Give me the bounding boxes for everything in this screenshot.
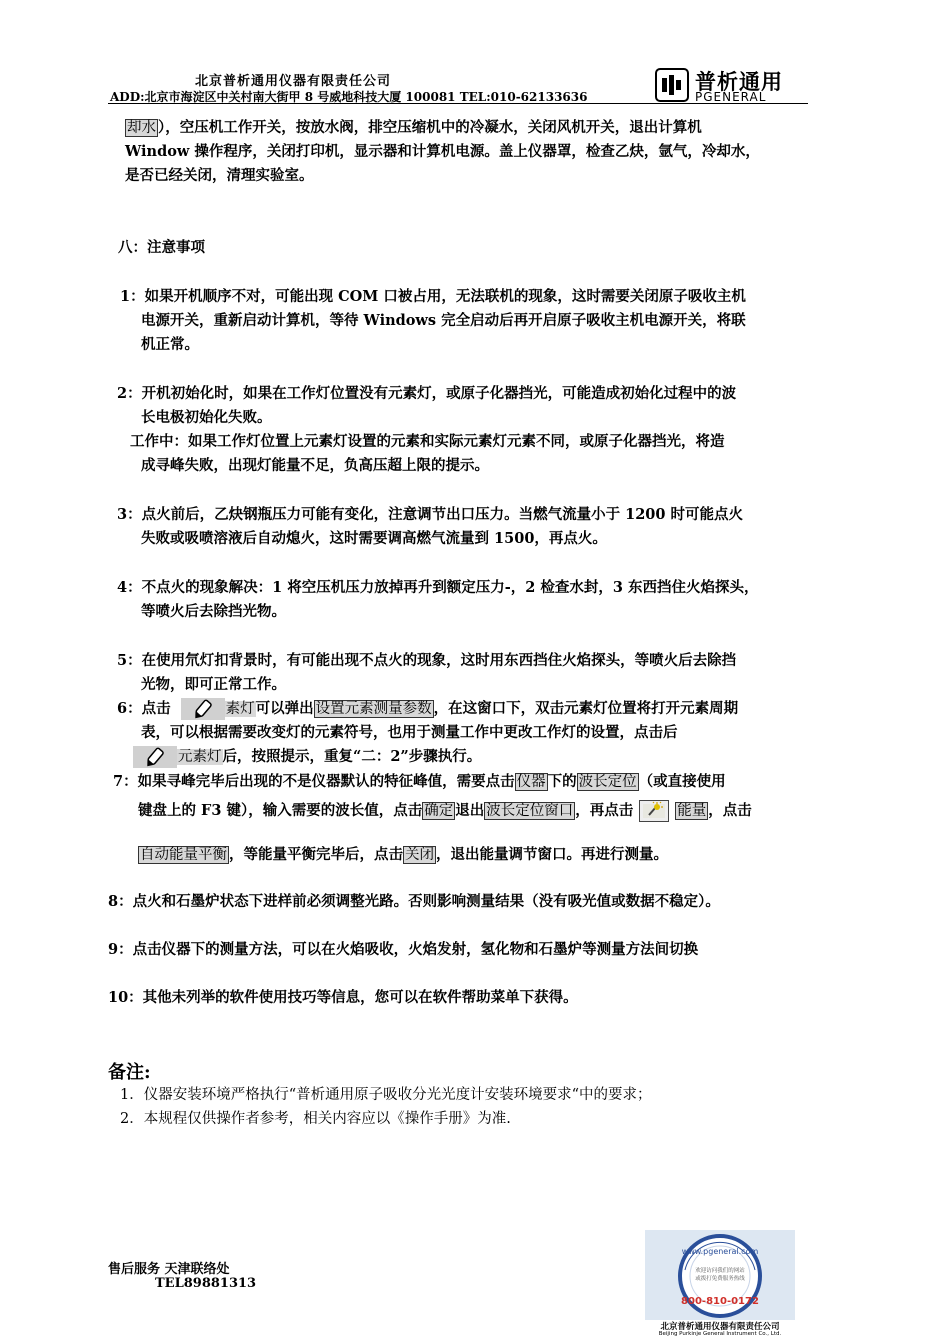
logo-glyph-icon	[657, 70, 687, 100]
footer-tel: TEL89881313	[155, 1276, 257, 1291]
note-7-line-2: 键盘上的 F3 键），输入需要的波长值，点击 确定 退出 波长定位窗口 ，再点击 能量 ，点击	[138, 799, 752, 823]
intro-line-2: Window 操作程序，关闭打印机，显示器和计算机电源。盖上仪器罩，检查乙炔，氩气，冷却水，	[125, 143, 760, 160]
note-4-line-1: 4：不点火的现象解决：1 将空压机压力放掉再升到额定压力-，2 检查水封，3 东西挡住火焰探头，	[117, 579, 759, 596]
note-2-line-1: 2：开机初始化时，如果在工作灯位置没有元素灯，或原子化器挡光，可能造成初始化过程中的波	[117, 385, 737, 402]
footer-service: 售后服务 天津联络处	[108, 1262, 230, 1277]
note-1-line-1: 1：如果开机顺序不对，可能出现 COM 口被占用，无法联机的现象，这时需要关闭原子吸收主机	[120, 288, 746, 305]
hl-wavelength-window: 波长定位窗口	[486, 803, 574, 819]
svg-text:或拨打免费服务热线: 或拨打免费服务热线	[695, 1276, 745, 1282]
note-3-line-2: 失败或吸喷溶液后自动熄火，这时需要调高燃气流量到 1500，再点火。	[141, 530, 607, 547]
hl-set-element-params: 设置元素测量参数	[315, 701, 432, 717]
note-5-line-2: 光物，即可正常工作。	[141, 676, 286, 693]
hl-element-lamp-2: 元素灯	[178, 749, 222, 765]
svg-text:欢迎访问我们的网站: 欢迎访问我们的网站	[695, 1268, 745, 1274]
stamp-company-en: Beijing Purkinje General Instrument Co., Ltd.	[658, 1331, 782, 1337]
logo-cn: 普析通用	[695, 70, 783, 94]
intro-line-3: 是否已经关闭，清理实验室。	[125, 167, 314, 184]
stamp-seal-icon	[645, 1230, 795, 1320]
note-7-line-1: 7：如果寻峰完毕后出现的不是仪器默认的特征峰值，需要点击 仪器 下的 波长定位 （或直接使用	[113, 773, 726, 790]
element-lamp-button[interactable]	[181, 698, 225, 720]
header-company: 北京普析通用仪器有限责任公司	[195, 74, 392, 89]
note-8: 8：点火和石墨炉状态下进样前必须调整光路。否则影响测量结果（没有吸光值或数据不稳定）。	[108, 893, 720, 910]
lamp-pencil-icon	[181, 698, 225, 720]
note-6-line-2: 表，可以根据需要改变灯的元素符号，也用于测量工作中更改工作灯的设置，点击后	[141, 724, 678, 741]
note-4-line-2: 等喷火后去除挡光物。	[141, 603, 286, 620]
svg-text:www.pgeneral.com: www.pgeneral.com	[681, 1247, 759, 1256]
note-7-line-3: 自动能量平衡 ，等能量平衡完毕后，点击 关闭 ，退出能量调节窗口。再进行测量。	[140, 846, 668, 863]
note-1-line-2: 电源开关，重新启动计算机，等待 Windows 完全启动后再开启原子吸收主机电源开关，将联	[141, 312, 746, 329]
note-9: 9：点击仪器下的测量方法，可以在火焰吸收，火焰发射，氢化物和石墨炉等测量方法间切换	[108, 941, 699, 958]
hl-auto-energy-balance: 自动能量平衡	[140, 847, 227, 863]
note-5-line-1: 5：在使用氘灯扣背景时，有可能出现不点火的现象，这时用东西挡住火焰探头，等喷火后去除挡	[117, 652, 737, 669]
element-lamp-button-2[interactable]	[133, 746, 177, 768]
hl-wavelength-positioning: 波长定位	[578, 774, 637, 790]
svg-text:800-810-0172: 800-810-0172	[681, 1296, 759, 1307]
hl-energy: 能量	[677, 803, 707, 819]
company-logo	[655, 68, 807, 104]
lamp-pencil-icon-2	[133, 746, 177, 768]
company-stamp	[645, 1230, 795, 1338]
note-2-line-4: 成寻峰失败，出现灯能量不足，负高压超上限的提示。	[141, 457, 489, 474]
logo-mark-icon	[655, 68, 689, 102]
energy-spark-icon	[640, 801, 668, 821]
note-3-line-1: 3：点火前后，乙炔钢瓶压力可能有变化，注意调节出口压力。当燃气流量小于 1200 时可能点火	[117, 506, 744, 523]
intro-line-1: 却水 ），空压机工作开关，按放水阀，排空压缩机中的冷凝水，关闭风机开关，退出计算机	[127, 119, 702, 136]
hl-cooling-water: 却水	[127, 120, 156, 136]
remarks-item-1: 1．仪器安装环境严格执行“普析通用原子吸收分光光度计安装环境要求“中的要求；	[120, 1087, 652, 1103]
hl-element-lamp: 素灯	[225, 701, 255, 717]
note-2-line-2: 长电极初始化失败。	[141, 409, 272, 426]
note-2-line-3: 工作中：如果工作灯位置上元素灯设置的元素和实际元素灯元素不同，或原子化器挡光，将造	[130, 433, 725, 450]
remarks-title: 备注:	[108, 1062, 151, 1083]
logo-en: PGENERAL	[695, 90, 767, 104]
note-6-line-3: 元素灯后，按照提示，重复“二：2”步骤执行。	[133, 745, 481, 769]
remarks-item-2: 2．本规程仅供操作者参考，相关内容应以《操作手册》为准.	[120, 1111, 511, 1127]
hl-close: 关闭	[405, 847, 434, 863]
header-address: ADD:北京市海淀区中关村南大街甲 8 号威地科技大厦 100081 TEL:010-62133636	[110, 90, 588, 104]
energy-button[interactable]	[639, 800, 669, 822]
note-10: 10：其他未列举的软件使用技巧等信息，您可以在软件帮助菜单下获得。	[108, 989, 578, 1006]
note-1-line-3: 机正常。	[141, 336, 199, 353]
section-8-title: 八：注意事项	[118, 239, 205, 256]
stamp-company-cn: 北京普析通用仪器有限责任公司	[660, 1322, 780, 1332]
hl-instrument: 仪器	[516, 774, 546, 790]
note-6-line-1: 6：点击 素灯可以弹出 设置元素测量参数 ，在这窗口下，双击元素灯位置将打开元素周期	[117, 697, 738, 721]
hl-confirm: 确定	[424, 803, 454, 819]
